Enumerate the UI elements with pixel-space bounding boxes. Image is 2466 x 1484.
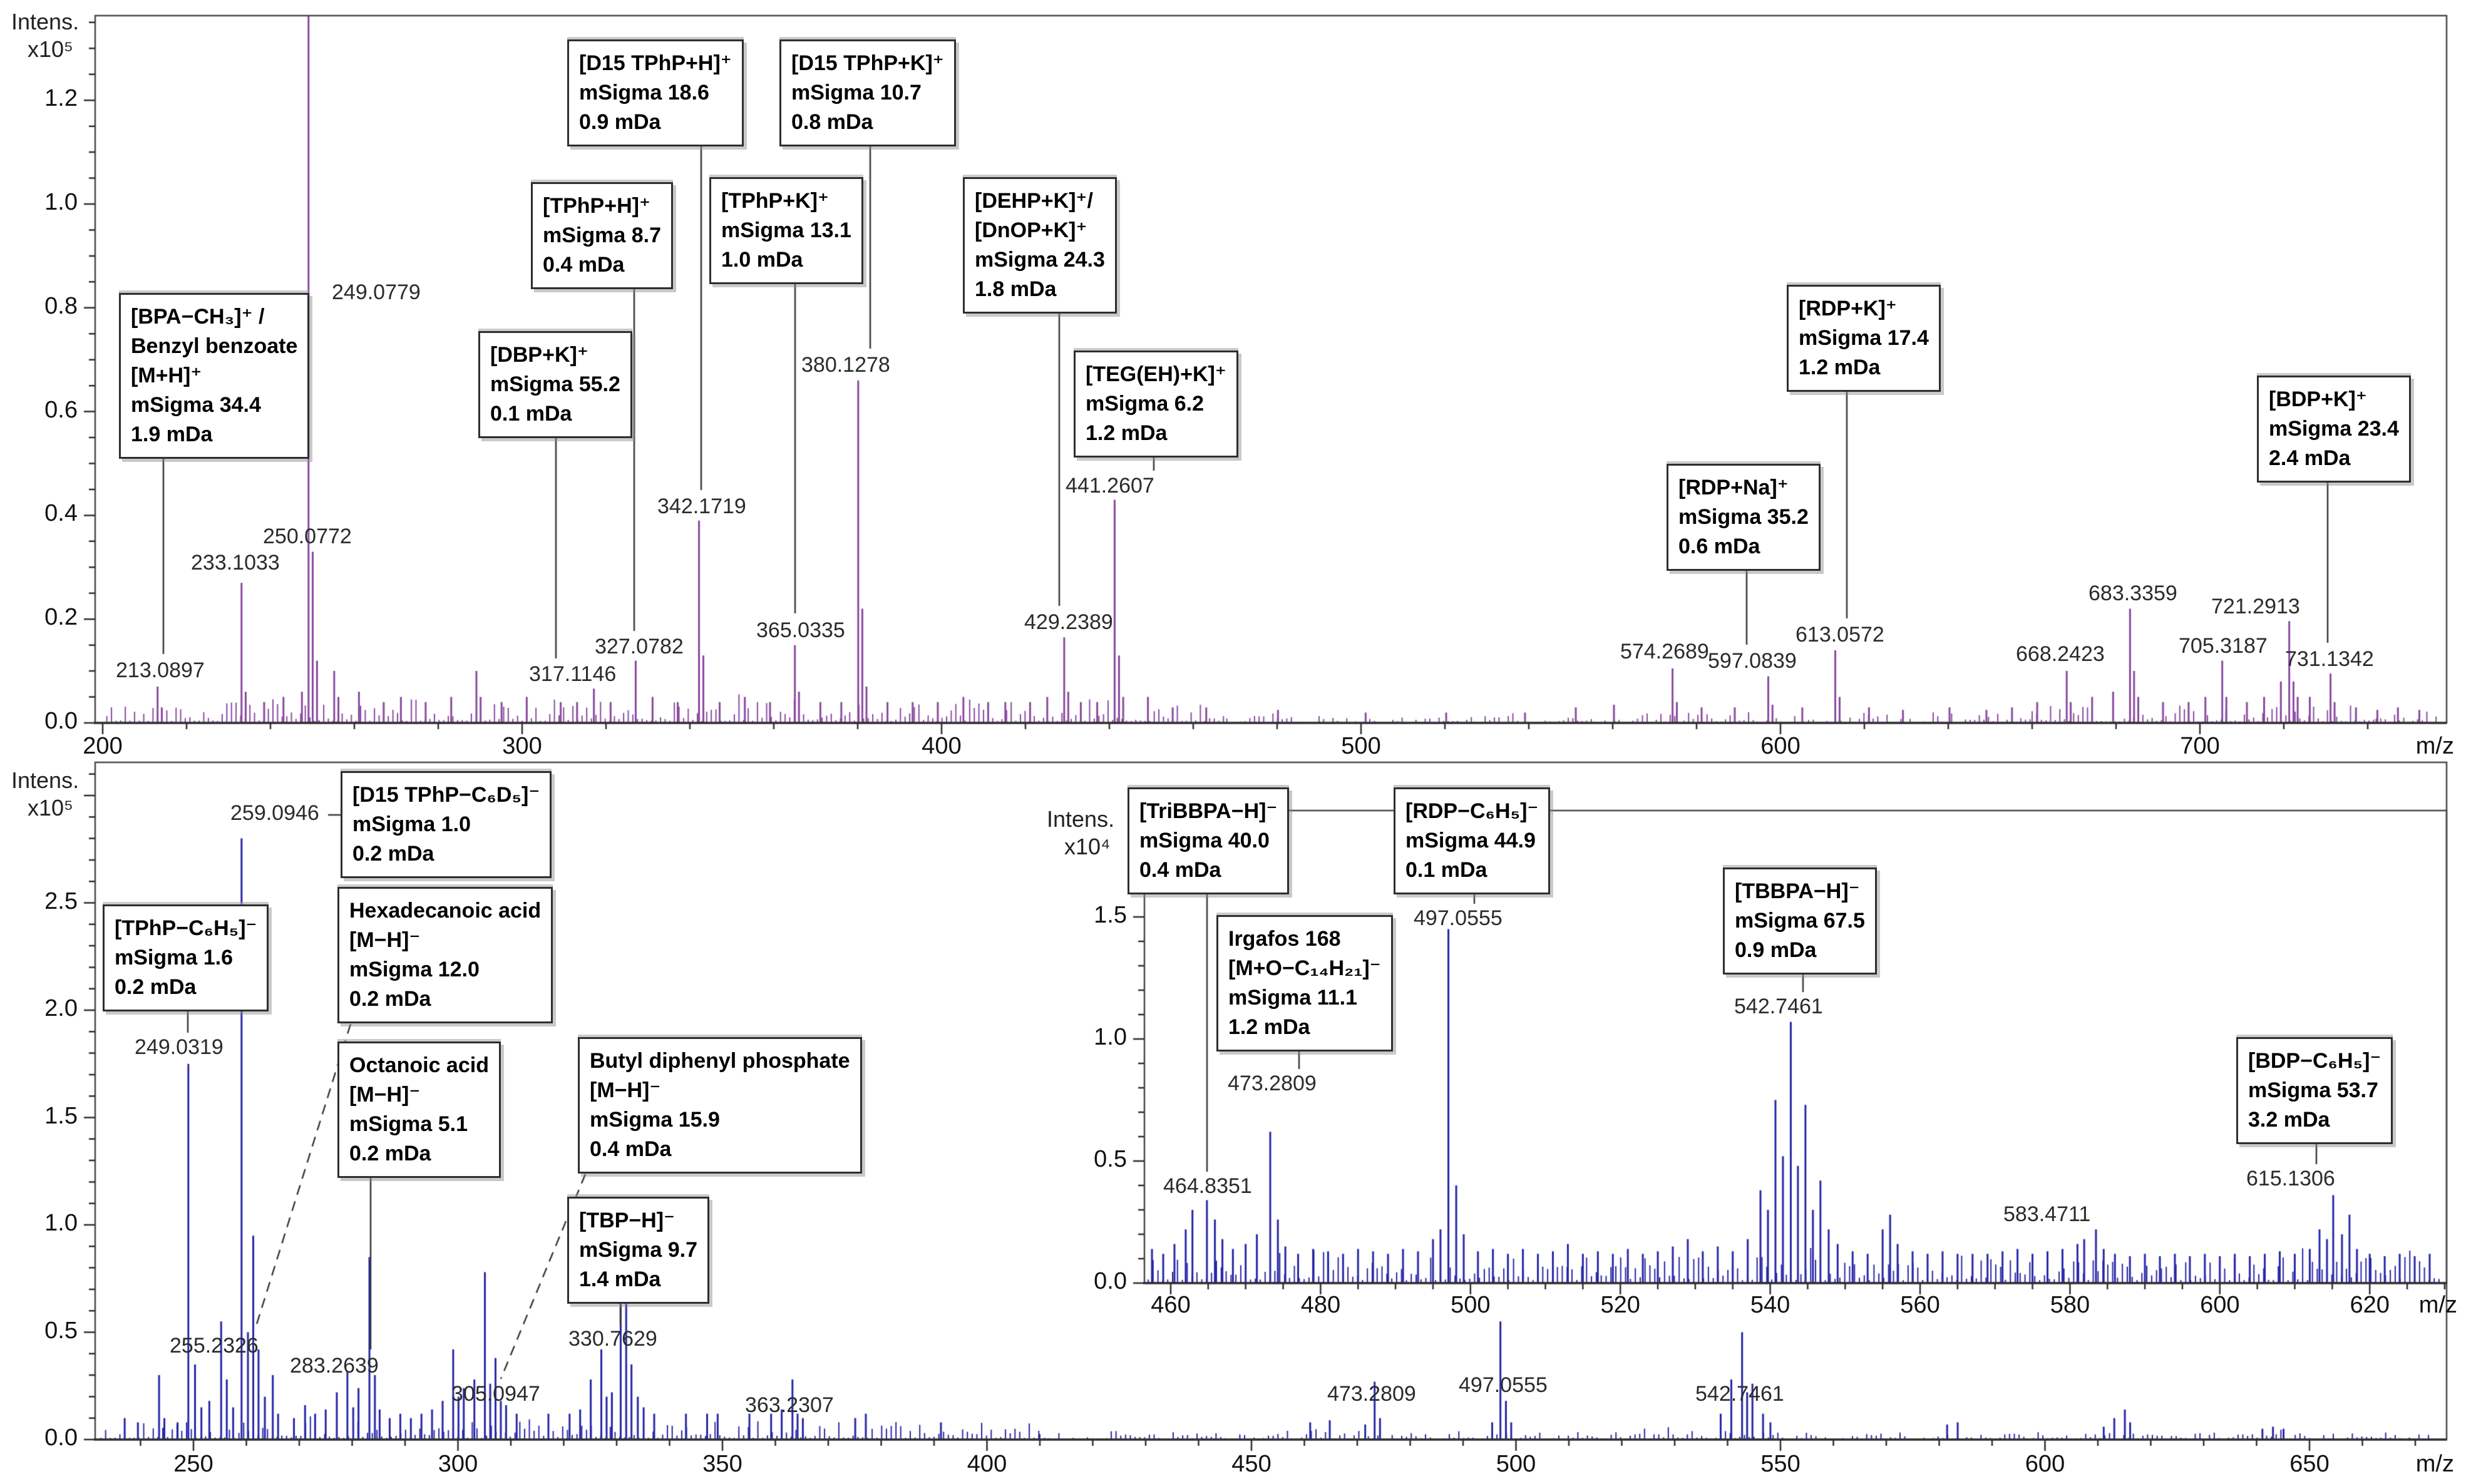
annotation-box [1074,351,1238,458]
annotation-line: 0.4 mDa [1139,857,1221,882]
y-axis-multiplier: x10⁵ [28,795,73,821]
y-tick-label: 1.5 [44,1102,78,1129]
annotation-line: 1.2 mDa [1228,1015,1310,1039]
peak-label: 305.0947 [451,1382,540,1406]
annotation-line: 0.2 mDa [115,975,197,999]
annotation-line: mSigma 55.2 [490,372,620,396]
peak-label: 249.0779 [332,280,421,304]
peak-label: 705.3187 [2179,634,2268,658]
x-tick-label: 700 [2180,733,2220,759]
peak-label: 441.2607 [1066,474,1154,498]
x-tick-label: 300 [502,733,542,759]
x-tick-label: 580 [2050,1292,2090,1318]
y-tick-label: 1.0 [44,189,78,215]
peak-label: 259.0946 [230,801,319,825]
annotation-line: Irgafos 168 [1228,927,1341,951]
annotation-line: Hexadecanoic acid [349,899,542,923]
annotation-line: [TBP−H]⁻ [579,1209,675,1232]
peak-label: 668.2423 [2016,642,2105,666]
annotation-line: [DnOP+K]⁺ [975,218,1087,242]
annotation-line: mSigma 44.9 [1405,828,1536,852]
annotation-line: mSigma 35.2 [1678,504,1809,529]
annotation-line: [TriBBPA−H]⁻ [1139,799,1278,823]
annotation-line: [M−H]⁻ [349,1082,421,1107]
annotation-box [531,182,673,289]
x-axis-unit: m/z [2415,1451,2454,1477]
annotation-box [337,887,553,1023]
annotation-line: mSigma 10.7 [791,80,922,105]
x-tick-label: 500 [1496,1451,1536,1477]
x-tick-label: 600 [2025,1451,2065,1477]
annotation-line: mSigma 6.2 [1086,391,1204,416]
annotation-line: [M−H]⁻ [590,1078,661,1102]
annotation-box [963,177,1117,314]
annotation-line: [RDP+K]⁺ [1799,297,1897,320]
x-tick-label: 500 [1341,733,1381,759]
x-tick-label: 350 [702,1451,742,1477]
peak-label: 283.2639 [290,1354,379,1378]
peak-label: 583.4711 [2003,1202,2091,1226]
peak-label: 473.2809 [1228,1072,1317,1095]
peak-label: 249.0319 [135,1035,223,1059]
annotation-box [478,331,632,438]
annotation-line: [BPA−CH₃]⁺ / [131,305,265,329]
annotation-line: 3.2 mDa [2248,1107,2330,1132]
x-tick-label: 500 [1451,1292,1491,1318]
x-tick-label: 540 [1750,1292,1790,1318]
annotation-line: [D15 TPhP+K]⁺ [791,51,944,75]
x-axis-unit: m/z [2415,733,2454,759]
annotation-line: mSigma 24.3 [975,247,1105,272]
peak-label: 429.2389 [1024,610,1113,634]
annotation-line: [RDP−C₆H₅]⁻ [1405,799,1539,823]
annotation-box [578,1037,862,1174]
annotation-line: mSigma 17.4 [1799,325,1929,350]
peak-label: 213.0897 [116,658,205,682]
annotation-line: mSigma 34.4 [131,392,261,417]
annotation-line: 1.9 mDa [131,422,213,446]
y-tick-label: 0.0 [44,708,78,734]
peak-label: 473.2809 [1327,1382,1416,1406]
peak-label: 542.7461 [1695,1382,1784,1406]
annotation-line: 0.6 mDa [1678,534,1760,558]
peak-label: 542.7461 [1734,995,1823,1018]
y-axis-title: Intens. [1047,806,1115,832]
peak-label: 255.2326 [170,1334,259,1358]
annotation-line: 1.4 mDa [579,1267,661,1291]
peak-label: 615.1306 [2246,1167,2335,1190]
peak-label: 233.1033 [191,551,280,575]
annotation-line: mSigma 40.0 [1139,828,1270,852]
x-tick-label: 400 [967,1451,1007,1477]
annotation-box [1667,464,1821,571]
x-tick-label: 600 [1760,733,1801,759]
annotation-line: Butyl diphenyl phosphate [590,1049,850,1073]
annotation-line: mSigma 1.0 [352,812,471,836]
peak-label: 342.1719 [657,494,746,518]
annotation-line: [DEHP+K]⁺/ [975,189,1093,213]
annotation-line: [BDP−C₆H₅]⁻ [2248,1049,2381,1073]
annotation-box [1394,787,1550,894]
y-tick-label: 1.5 [1094,902,1127,928]
annotation-box [709,177,863,284]
annotation-line: 1.2 mDa [1799,355,1881,379]
annotation-box [337,1041,501,1178]
annotation-box [779,39,956,146]
y-tick-label: 0.0 [1094,1268,1127,1294]
annotation-line: mSigma 12.0 [349,957,480,981]
x-tick-label: 400 [922,733,962,759]
y-tick-label: 0.5 [44,1317,78,1344]
annotation-line: 0.1 mDa [490,401,572,426]
annotation-line: [RDP+Na]⁺ [1678,476,1789,499]
y-tick-label: 0.0 [44,1425,78,1451]
annotation-box [1128,787,1289,894]
annotation-box [1216,915,1393,1052]
annotation-line: 0.1 mDa [1405,857,1487,882]
annotation-line: 0.4 mDa [590,1137,672,1161]
annotation-line: 0.2 mDa [352,841,434,866]
peak-label: 721.2913 [2211,595,2300,618]
annotation-line: mSigma 15.9 [590,1107,720,1132]
x-tick-label: 600 [2200,1292,2240,1318]
annotation-line: mSigma 53.7 [2248,1078,2378,1102]
annotation-line: [M+H]⁺ [131,363,202,387]
y-tick-label: 1.2 [44,85,78,112]
annotation-line: mSigma 9.7 [579,1237,697,1262]
peak-label: 365.0335 [756,618,845,642]
x-tick-label: 520 [1600,1292,1640,1318]
peak-label: 497.0555 [1414,906,1503,930]
y-tick-label: 1.0 [44,1210,78,1236]
annotation-line: [D15 TPhP−C₆D₅]⁻ [352,783,540,807]
annotation-line: 0.9 mDa [579,110,661,134]
annotation-box [103,904,269,1011]
x-tick-label: 550 [1760,1451,1801,1477]
peak-label: 380.1278 [801,353,890,377]
annotation-line: 1.0 mDa [721,247,803,272]
annotation-line: mSigma 23.4 [2269,416,2399,441]
annotation-box [2257,376,2411,483]
y-axis-multiplier: x10⁴ [1064,834,1111,859]
annotation-line: Octanoic acid [349,1053,489,1077]
annotation-line: mSigma 5.1 [349,1112,468,1136]
annotation-line: [M−H]⁻ [349,928,421,952]
peak-label: 497.0555 [1459,1373,1548,1397]
annotation-line: [TEG(EH)+K]⁺ [1086,362,1226,386]
x-tick-label: 620 [2350,1292,2390,1318]
peak-label: 464.8351 [1163,1174,1252,1198]
annotation-line: [TBBPA−H]⁻ [1735,879,1860,903]
x-tick-label: 200 [83,733,123,759]
annotation-line: 2.4 mDa [2269,446,2351,470]
x-tick-label: 650 [2289,1451,2330,1477]
annotation-box [1723,867,1877,975]
annotation-line: [M+O−C₁₄H₂₁]⁻ [1228,956,1381,980]
annotation-line: [TPhP−C₆H₅]⁻ [115,916,257,940]
y-tick-label: 1.0 [1094,1024,1127,1050]
y-axis-title: Intens. [11,9,80,34]
peak-label: 363.2307 [745,1393,834,1417]
peak-label: 327.0782 [595,635,684,658]
annotation-line: mSigma 67.5 [1735,908,1865,933]
y-tick-label: 2.0 [44,995,78,1021]
annotation-line: 1.2 mDa [1086,421,1168,445]
y-tick-label: 0.8 [44,292,78,319]
y-tick-label: 0.6 [44,396,78,423]
annotation-line: [BDP+K]⁺ [2269,387,2367,411]
annotation-line: 0.2 mDa [349,1141,431,1165]
peak-label: 330.7629 [568,1327,657,1351]
annotation-line: mSigma 18.6 [579,80,709,105]
x-tick-label: 300 [438,1451,478,1477]
annotation-line: [D15 TPhP+H]⁺ [579,51,732,75]
annotation-line: 0.4 mDa [543,252,625,277]
annotation-box [1787,285,1941,392]
annotation-box [567,1197,709,1304]
y-tick-label: 0.5 [1094,1146,1127,1172]
peak-label: 597.0839 [1708,649,1797,673]
annotation-line: 0.9 mDa [1735,938,1817,962]
annotation-line: [TPhP+H]⁺ [543,194,650,218]
y-tick-label: 2.5 [44,888,78,914]
peak-label: 731.1342 [2285,647,2374,671]
annotation-box [567,39,744,146]
annotation-line: 0.8 mDa [791,110,873,134]
annotation-box [119,293,309,459]
peak-label: 250.0772 [263,525,352,548]
y-tick-label: 0.2 [44,604,78,631]
x-tick-label: 560 [1900,1292,1940,1318]
x-axis-unit: m/z [2418,1292,2457,1318]
annotation-box [2236,1037,2393,1144]
annotation-line: [TPhP+K]⁺ [721,189,829,213]
x-tick-label: 480 [1300,1292,1341,1318]
annotation-line: 1.8 mDa [975,277,1057,301]
y-tick-label: 0.4 [44,500,78,527]
annotation-line: mSigma 1.6 [115,945,233,970]
peak-label: 574.2689 [1620,640,1709,663]
x-tick-label: 460 [1151,1292,1191,1318]
annotation-box [341,771,552,878]
annotation-line: Benzyl benzoate [131,334,298,358]
peak-label: 613.0572 [1796,623,1884,647]
annotation-line: 0.2 mDa [349,986,431,1011]
y-axis-title: Intens. [11,767,80,793]
annotation-line: mSigma 13.1 [721,218,851,242]
annotation-line: mSigma 11.1 [1228,985,1358,1010]
x-tick-label: 450 [1231,1451,1272,1477]
x-tick-label: 250 [173,1451,213,1477]
annotation-line: mSigma 8.7 [543,223,661,247]
y-axis-multiplier: x10⁵ [28,36,73,62]
peak-label: 317.1146 [529,662,617,686]
peak-label: 683.3359 [2088,581,2177,605]
annotation-line: [DBP+K]⁺ [490,343,588,367]
